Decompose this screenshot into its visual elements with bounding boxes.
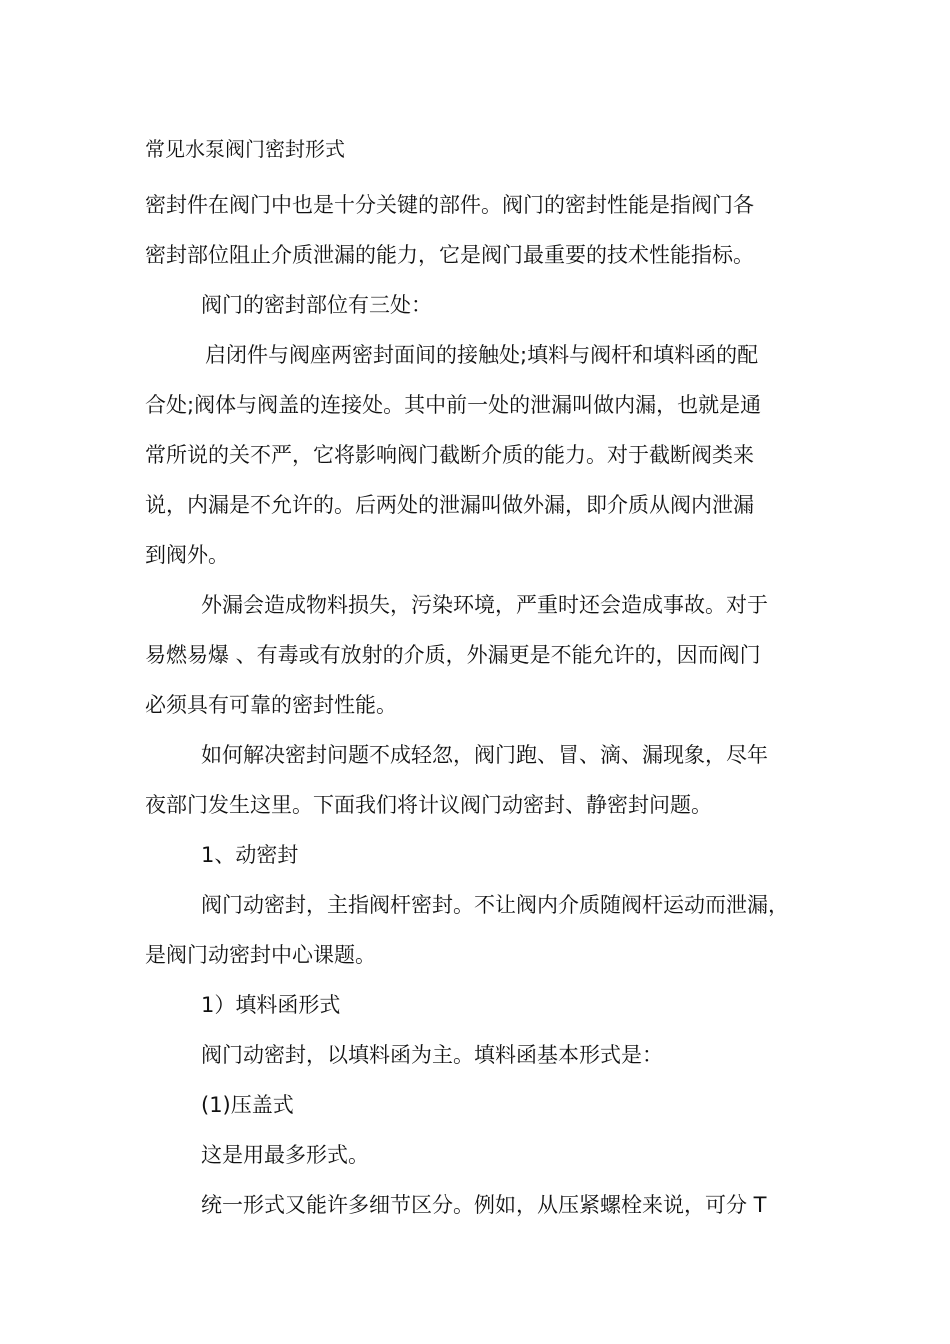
paragraph-line: 是阀门动密封中心课题。: [145, 943, 376, 967]
paragraph-line: 易燃易爆 、有毒或有放射的介质，外漏更是不能允许的，因而阀门: [145, 643, 761, 667]
paragraph-line: 阀门的密封部位有三处：: [201, 293, 432, 317]
paragraph-line: 常所说的关不严，它将影响阀门截断介质的能力。对于截断阀类来: [145, 443, 754, 467]
paragraph-line: 密封部位阻止介质泄漏的能力，它是阀门最重要的技术性能指标。: [145, 243, 754, 267]
subsection-heading: (1)压盖式: [201, 1093, 294, 1117]
paragraph-line: 说，内漏是不允许的。后两处的泄漏叫做外漏，即介质从阀内泄漏: [145, 493, 754, 517]
subsection-heading: 1）填料函形式: [201, 993, 341, 1017]
paragraph-line: 密封件在阀门中也是十分关键的部件。阀门的密封性能是指阀门各: [145, 193, 754, 217]
paragraph-line: 阀门动密封，主指阀杆密封。不让阀内介质随阀杆运动而泄漏，: [201, 893, 789, 917]
paragraph-line: 合处;阀体与阀盖的连接处。其中前一处的泄漏叫做内漏，也就是通: [145, 393, 762, 417]
paragraph-line: 外漏会造成物料损失，污染环境，严重时还会造成事故。对于: [201, 593, 768, 617]
paragraph-line: 如何解决密封问题不成轻忽，阀门跑、冒、滴、漏现象，尽年: [201, 743, 768, 767]
paragraph-line: 统一形式又能许多细节区分。例如，从压紧螺栓来说，可分 T: [201, 1193, 767, 1217]
paragraph-line: 到阀外。: [145, 543, 229, 567]
paragraph-line: 这是用最多形式。: [201, 1143, 369, 1167]
paragraph-line: 夜部门发生这里。下面我们将计议阀门动密封、静密封问题。: [145, 793, 712, 817]
document-body: [145, 180, 825, 1230]
paragraph-line: 启闭件与阀座两密封面间的接触处;填料与阀杆和填料函的配: [205, 343, 759, 367]
section-heading: 1、动密封: [201, 843, 299, 867]
paragraph-line: 必须具有可靠的密封性能。: [145, 693, 397, 717]
paragraph-line: 阀门动密封，以填料函为主。填料函基本形式是：: [201, 1043, 663, 1067]
document-title: 常见水泵阀门密封形式: [145, 137, 345, 161]
